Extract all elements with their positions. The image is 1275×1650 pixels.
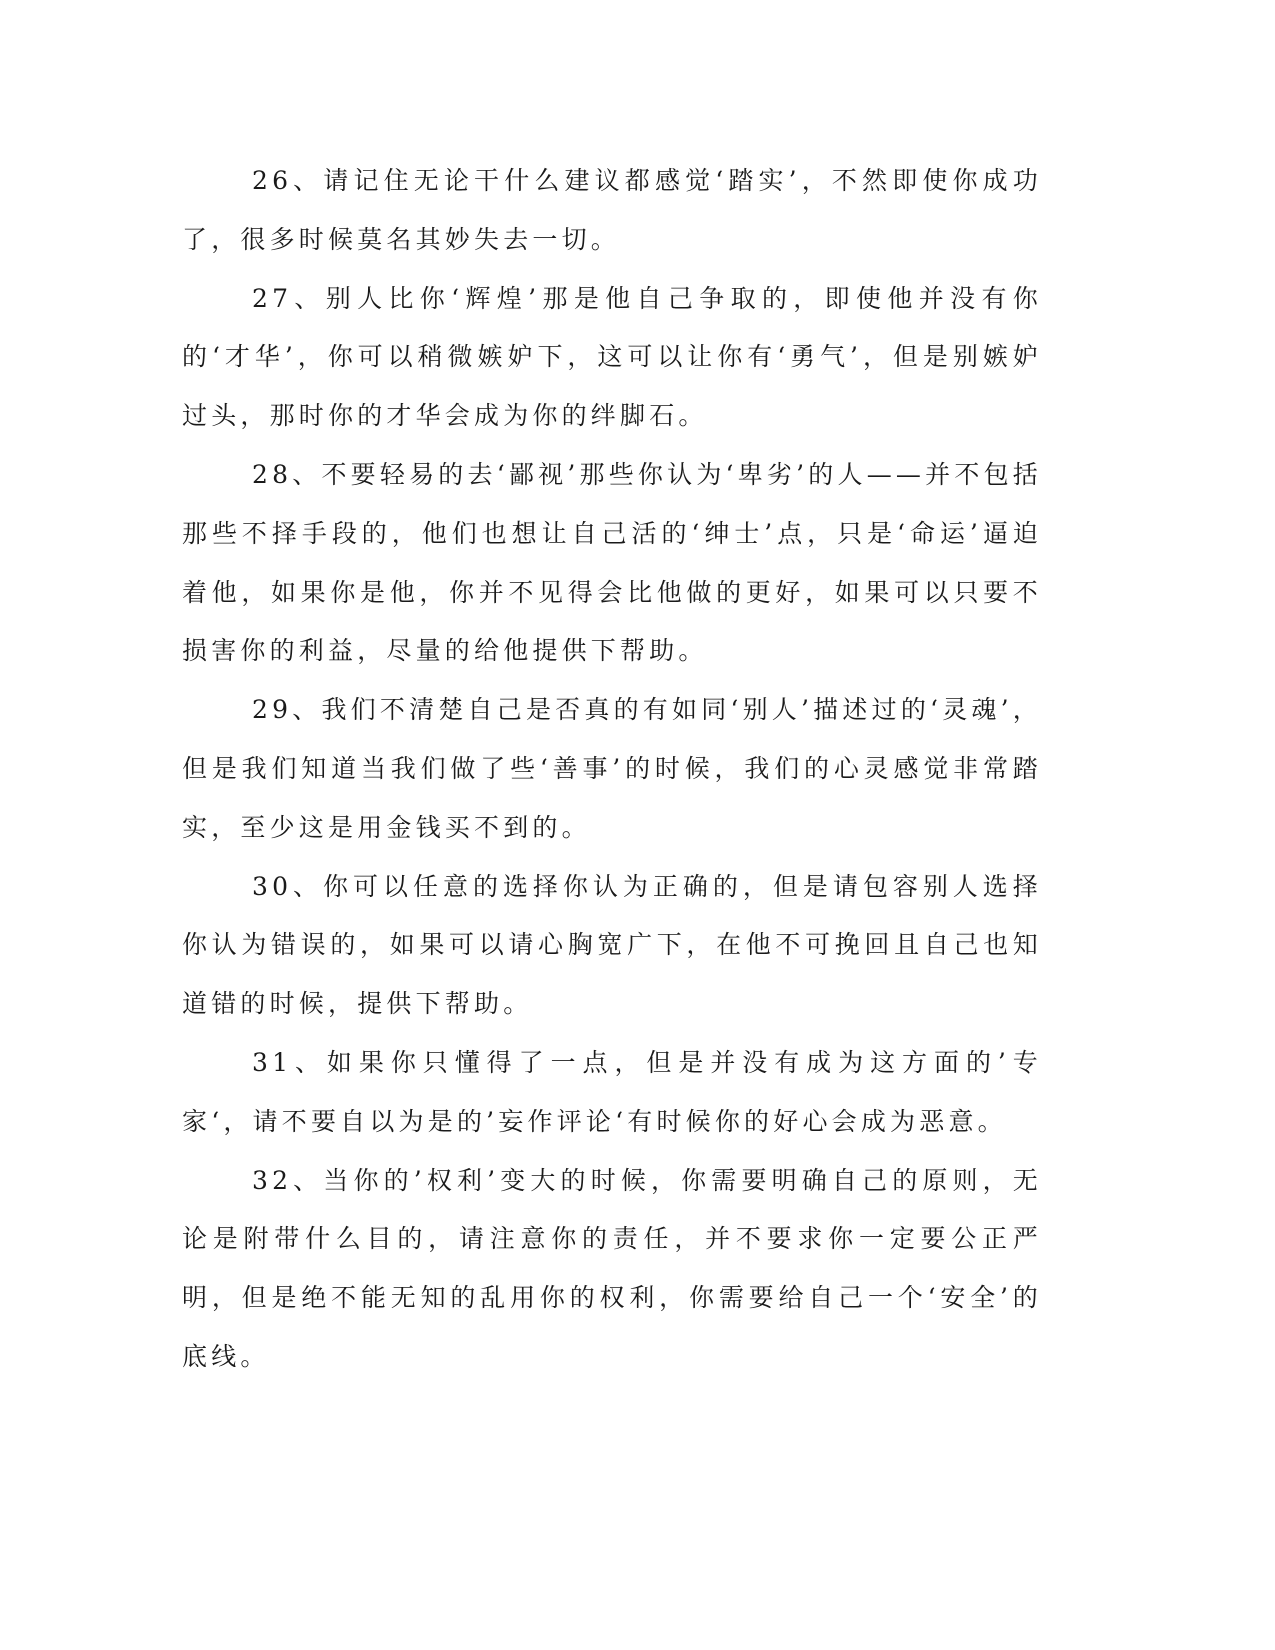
paragraph-30: 30、你可以任意的选择你认为正确的，但是请包容别人选择你认为错误的，如果可以请心胸宽广下，在他不可挽回且自己也知道错的时候，提供下帮助。 bbox=[182, 871, 1042, 1019]
paragraph-31: 31、如果你只懂得了一点，但是并没有成为这方面的’专家‘，请不要自以为是的’妄作评论‘有时候你的好心会成为恶意。 bbox=[182, 1047, 1042, 1136]
paragraph-32: 32、当你的’权利’变大的时候，你需要明确自己的原则，无论是附带什么目的，请注意你的责任，并不要求你一定要公正严明，但是绝不能无知的乱用你的权利，你需要给自己一个‘安全’的底线。 bbox=[182, 1165, 1042, 1371]
paragraph-27: 27、别人比你‘辉煌’那是他自己争取的，即使他并没有你的‘才华’，你可以稍微嫉妒下，这可以让你有‘勇气’，但是别嫉妒过头，那时你的才华会成为你的绊脚石。 bbox=[182, 283, 1042, 431]
document-body bbox=[182, 152, 1042, 1387]
paragraph-29: 29、我们不清楚自己是否真的有如同‘别人’描述过的‘灵魂’，但是我们知道当我们做了些‘善事’的时候，我们的心灵感觉非常踏实，至少这是用金钱买不到的。 bbox=[182, 695, 1042, 842]
paragraph-26: 26、请记住无论干什么建议都感觉‘踏实’，不然即使你成功了，很多时候莫名其妙失去一切。 bbox=[182, 166, 1042, 254]
paragraph-28: 28、不要轻易的去‘鄙视’那些你认为‘卑劣’的人——并不包括那些不择手段的，他们也想让自己活的‘绅士’点，只是‘命运’逼迫着他，如果你是他，你并不见得会比他做的更好，如果可以只要不损害你的利益，尽量的给他提供下帮助。 bbox=[182, 459, 1042, 666]
